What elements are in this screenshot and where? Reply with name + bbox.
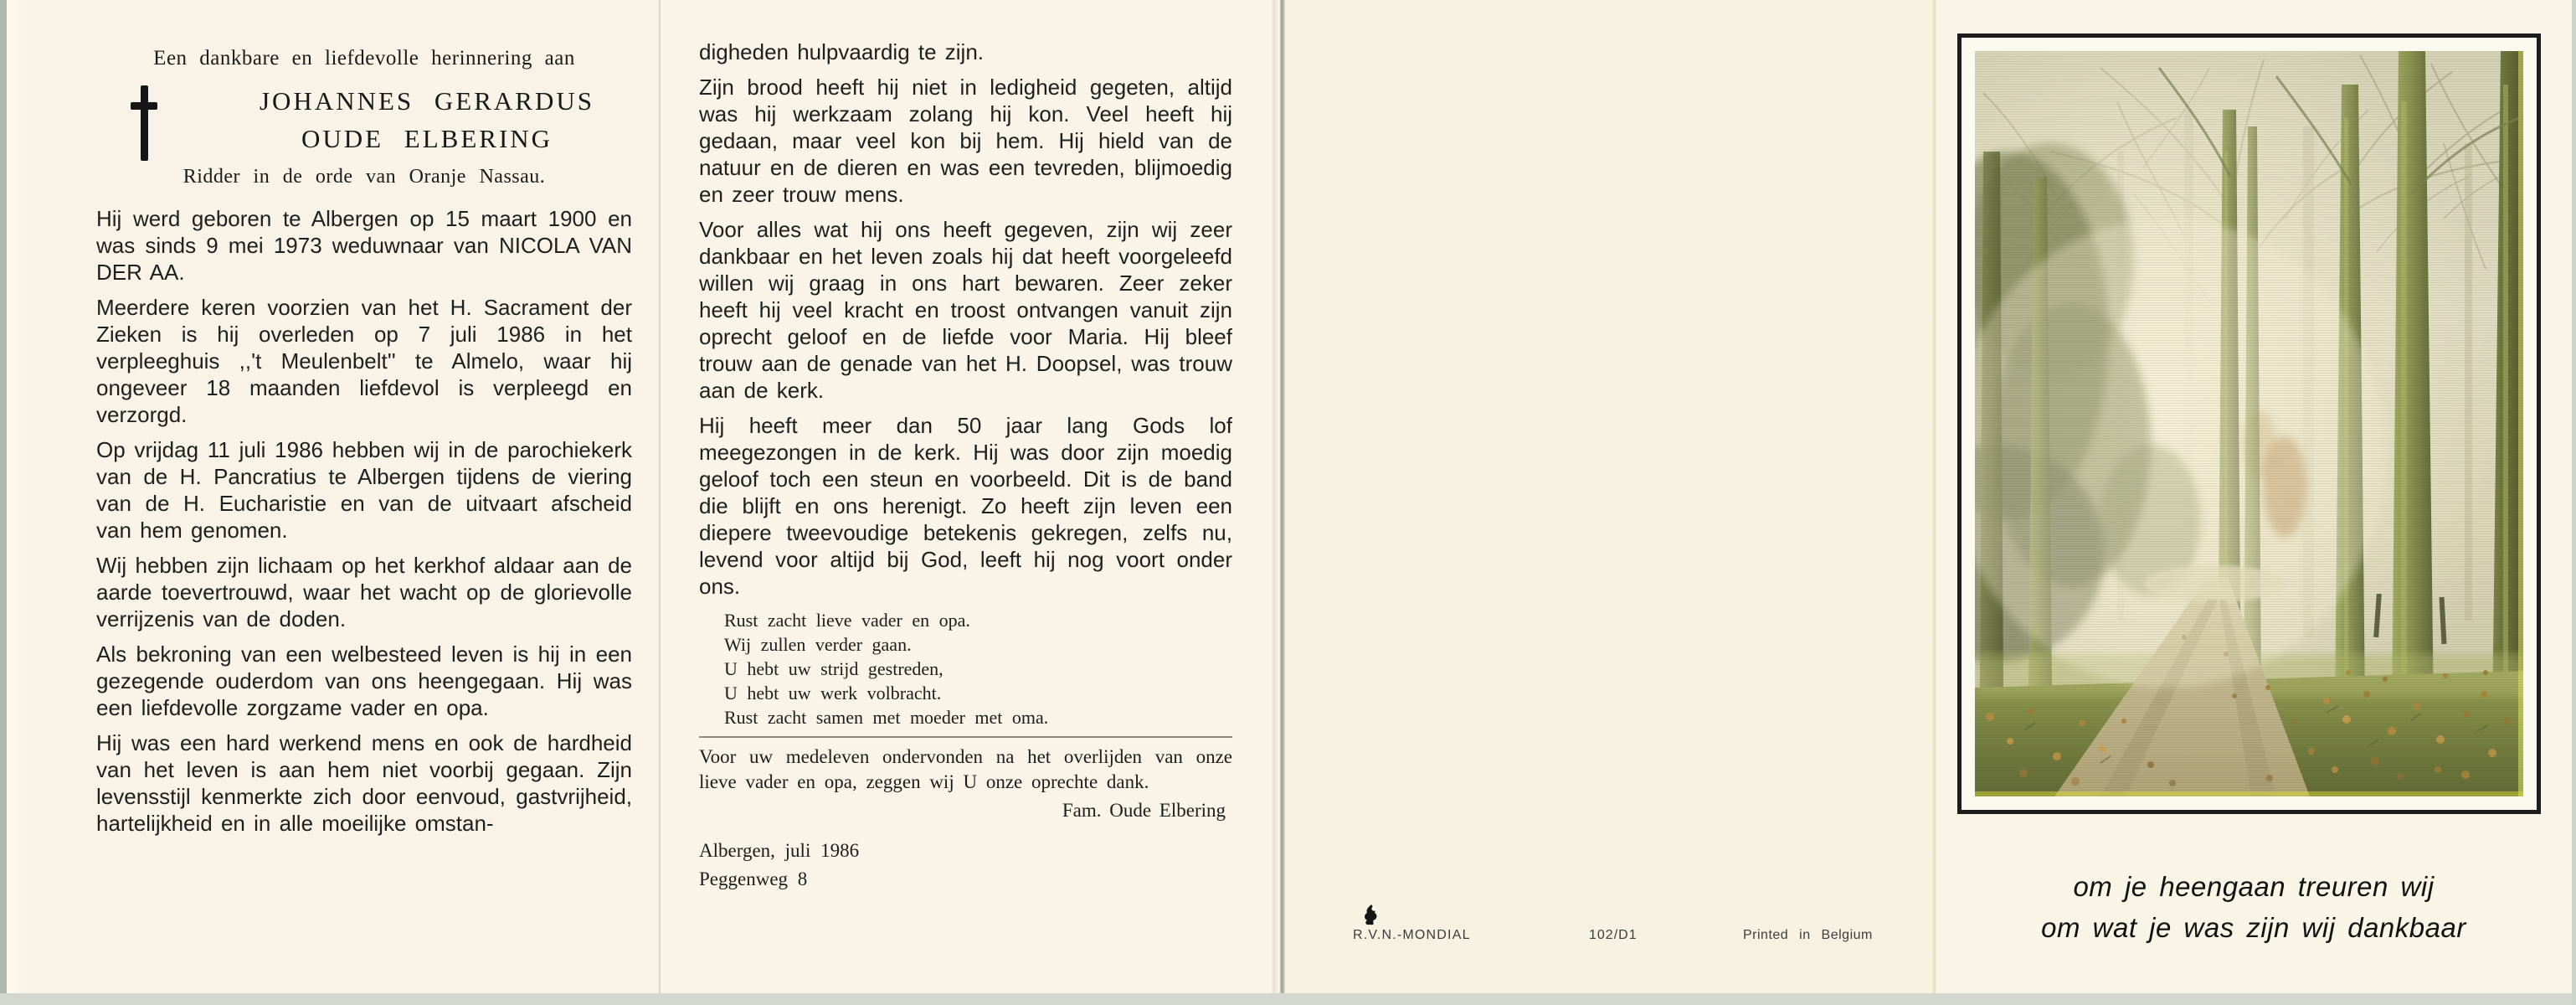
publisher-name: R.V.N.-MONDIAL: [1353, 928, 1471, 942]
memorial-paragraph: digheden hulpvaardig te zijn.: [699, 39, 985, 64]
poem-line: Rust zacht samen met moeder met oma.: [724, 707, 1049, 728]
middle-column-text: [699, 39, 1232, 600]
family-signature: Fam. Oude Elbering: [1062, 800, 1226, 821]
place-date-line: Albergen, juli 1986: [699, 840, 860, 861]
memorial-paragraph: Als bekroning van een welbesteed leven is hij in een gezegende ouderdom van ons heengegaan. Hij was een liefdevolle zorgzame vader en opa.: [96, 642, 632, 720]
misty-lane-photo: [1975, 51, 2523, 796]
poem-line: U hebt uw werk volbracht.: [724, 683, 942, 704]
address-line: Peggenweg 8: [699, 868, 808, 889]
printed-in-label: Printed in Belgium: [1743, 928, 1873, 942]
intro-line: Een dankbare en liefdevolle herinnering aan: [153, 47, 575, 70]
card-middle-edge: [1271, 0, 1286, 993]
memorial-paragraph: Meerdere keren voorzien van het H. Sacrament der Zieken is hij overleden op 7 juli 1986 in het verpleeghuis ,,'t Meulenbelt'' te Almelo, waar hij ongeveer 18 maanden liefdevol is verpleegd en verzorgd.: [96, 295, 632, 427]
photo-frame: [1957, 34, 2541, 814]
quote-line2: om wat je was zijn wij dankbaar: [2041, 912, 2466, 943]
quote-line1: om je heengaan treuren wij: [2073, 871, 2435, 902]
scanner-edge: [0, 0, 7, 1005]
memorial-paragraph: Hij was een hard werkend mens en ook de hardheid van het leven is aan hem niet voorbij gegaan. Zijn levensstijl kenmerkte zich door eenvoud, gastvrijheid, hartelijkheid en in alle moeilijke omstan-: [96, 730, 632, 836]
divider-line: [699, 736, 1232, 738]
rvn-mondial-logo-icon: [1362, 904, 1381, 926]
left-text-panel: [96, 0, 632, 837]
memorial-paragraph: Voor alles wat hij ons heeft gegeven, zijn wij zeer dankbaar en het leven zoals hij dat heeft voorgeleefd willen wij graag in ons hart bewaren. Zeer zeker heeft hij veel kracht en troost ontvangen vanuit zijn oprecht geloof en de liefde voor Maria. Hij bleef trouw aan de genade van het H. Doopsel, was trouw aan de kerk.: [699, 217, 1232, 403]
card-left-edge: [7, 0, 25, 993]
scanner-edge: [0, 993, 2576, 1005]
memorial-paragraph: Op vrijdag 11 juli 1986 hebben wij in de parochiekerk van de H. Pancratius te Albergen tijdens de viering van de H. Eucharistie en van de uitvaart afscheid van hem genomen.: [96, 437, 632, 543]
farewell-poem: [724, 608, 1232, 729]
poem-line: U hebt uw strijd gestreden,: [724, 658, 944, 679]
memorial-paragraph: Zijn brood heeft hij niet in ledigheid gegeten, altijd was hij werkzaam zolang hij kon. Veel heeft hij gedaan, maar veel kon bij hem. Hij hield van de natuur en de dieren en was een tevreden, blijmoedig en zeer trouw mens.: [699, 75, 1232, 207]
blank-panel-surface: [1284, 0, 1936, 993]
latin-cross-icon: [130, 85, 158, 161]
back-quote: [1951, 866, 2557, 948]
memorial-paragraph: Hij werd geboren te Albergen op 15 maart 1900 en was sinds 9 mei 1973 weduwnaar van NICOLA VAN DER AA.: [96, 206, 632, 285]
fold-line: [658, 0, 663, 993]
left-column-text: [96, 205, 632, 837]
deceased-name-line2: OUDE ELBERING: [301, 124, 553, 153]
fold-line: [1932, 0, 1936, 993]
scanner-edge: [2572, 0, 2576, 1005]
print-code: 102/D1: [1589, 928, 1638, 942]
honor-title: Ridder in de orde van Oranje Nassau.: [183, 166, 546, 188]
middle-text-panel: [699, 39, 1232, 890]
header-row: [96, 82, 632, 157]
poem-line: Wij zullen verder gaan.: [724, 634, 912, 655]
poem-line: Rust zacht lieve vader en opa.: [724, 610, 970, 631]
deceased-name: [96, 82, 632, 157]
memorial-paragraph: Hij heeft meer dan 50 jaar lang Gods lof meegezongen in de kerk. Hij was door zijn moedig geloof toch een steun en voorbeeld. Dit is de band die blijft en ons herenigt. Zo heeft zijn leven een diepere tweevoudige betekenis gekregen, zelfs nu, levend voor altijd bij God, leeft hij nog voort onder ons.: [699, 413, 1232, 599]
deceased-name-line1: JOHANNES GERARDUS: [259, 86, 594, 116]
memorial-paragraph: Wij hebben zijn lichaam op het kerkhof aldaar aan de aarde toevertrouwd, waar het wacht op de glorievolle verrijzenis van de doden.: [96, 553, 632, 631]
acknowledgement-text: Voor uw medeleven ondervonden na het overlijden van onze lieve vader en opa, zeggen wij U onze oprechte dank.: [699, 746, 1232, 792]
